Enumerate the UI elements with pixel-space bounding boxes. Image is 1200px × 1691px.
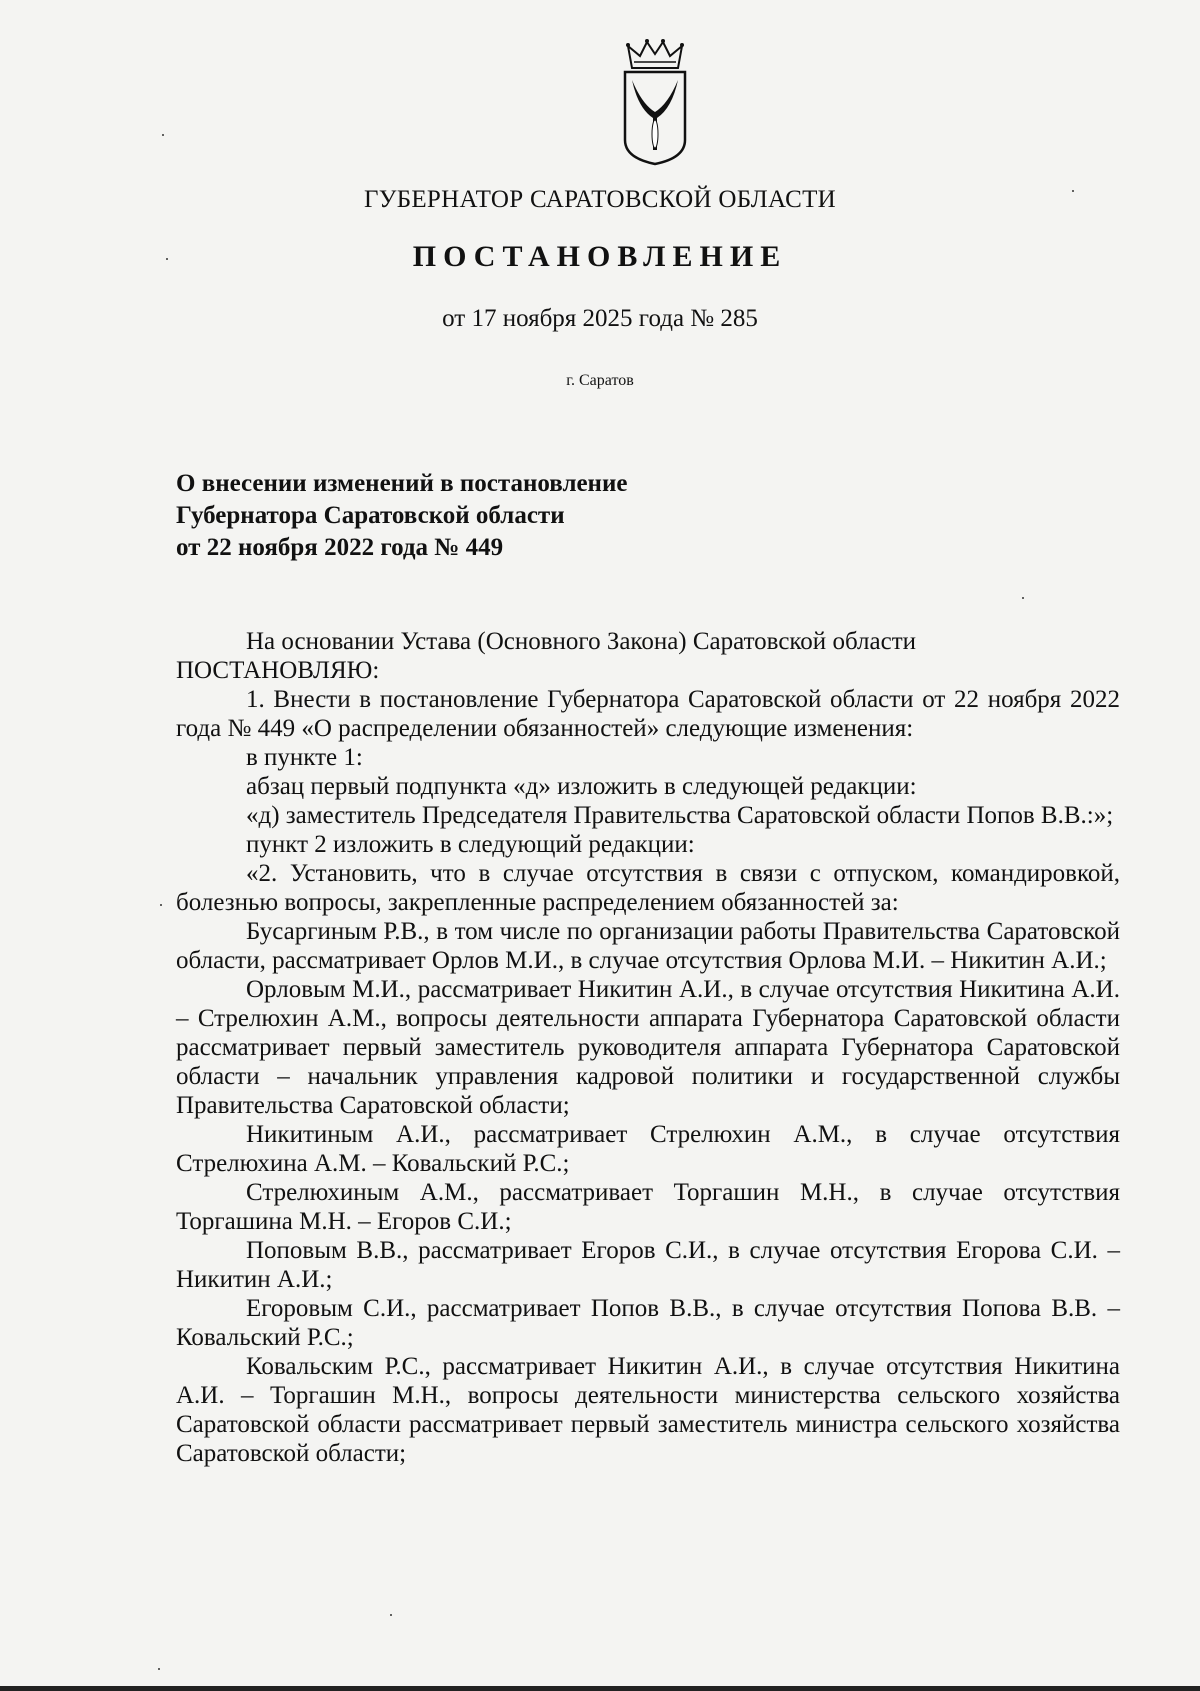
scan-speck: [390, 1614, 392, 1616]
document-subject: [176, 468, 876, 564]
body-paragraph: 1. Внести в постановление Губернатора Саратовской области от 22 ноября 2022 года № 449 «О распределении обязанностей» следующие изменения:: [176, 686, 1120, 742]
document-city: г. Саратов: [566, 372, 634, 389]
body-paragraph: «2. Установить, что в случае отсутствия в связи с отпуском, командировкой, болезнью вопросы, закрепленные распределением обязанностей за:: [176, 860, 1120, 916]
scan-speck: [158, 1668, 160, 1670]
document-body: [176, 627, 1120, 1468]
coat-of-arms-icon: [620, 38, 690, 166]
document-date-number: от 17 ноября 2025 года № 285: [442, 305, 758, 332]
body-paragraph: Стрелюхиным А.М., рассматривает Торгашин М.Н., в случае отсутствия Торгашина М.Н. – Егоров С.И.;: [176, 1179, 1120, 1235]
issuing-authority: ГУБЕРНАТОР САРАТОВСКОЙ ОБЛАСТИ: [363, 186, 837, 213]
scan-speck: [166, 258, 168, 260]
body-paragraph: Бусаргиным Р.В., в том числе по организации работы Правительства Саратовской области, рассматривает Орлов М.И., в случае отсутствия Орлова М.И. – Никитин А.И.;: [176, 918, 1120, 974]
scan-speck: [1072, 190, 1074, 192]
body-paragraph: Никитиным А.И., рассматривает Стрелюхин А.М., в случае отсутствия Стрелюхина А.М. – Ковальский Р.С.;: [176, 1121, 1120, 1177]
subject-line: от 22 ноября 2022 года № 449: [176, 534, 504, 561]
body-paragraph: пункт 2 изложить в следующий редакции:: [246, 831, 695, 858]
body-paragraph: абзац первый подпункта «д» изложить в следующей редакции:: [246, 773, 917, 800]
body-paragraph: Ковальским Р.С., рассматривает Никитин А.И., в случае отсутствия Никитина А.И. – Торгашин М.Н., вопросы деятельности министерства сельского хозяйства Саратовской области рассматривает первый заместитель министра сельского хозяйства Саратовской области;: [176, 1353, 1120, 1467]
scan-speck: [160, 904, 162, 906]
decree-keyword: ПОСТАНОВЛЯЮ:: [176, 657, 380, 684]
body-paragraph: «д) заместитель Председателя Правительства Саратовской области Попов В.В.:»;: [246, 802, 1114, 829]
subject-line: Губернатора Саратовской области: [176, 502, 565, 529]
body-paragraph: в пункте 1:: [246, 744, 363, 771]
document-type: ПОСТАНОВЛЕНИЕ: [412, 240, 788, 273]
body-paragraph: Поповым В.В., рассматривает Егоров С.И., в случае отсутствия Егорова С.И. – Никитин А.И.;: [176, 1237, 1120, 1293]
body-paragraph: Егоровым С.И., рассматривает Попов В.В., в случае отсутствия Попова В.В. – Ковальский Р.С.;: [176, 1295, 1120, 1351]
body-paragraph: Орловым М.И., рассматривает Никитин А.И., в случае отсутствия Никитина А.И. – Стрелюхин А.М., вопросы деятельности аппарата Губернатора Саратовской области рассматривает первый заместитель руководителя аппарата Губернатора Саратовской области – начальник управления кадровой политики и государственной службы Правительства Саратовской области;: [176, 976, 1120, 1119]
subject-line: О внесении изменений в постановление: [176, 470, 628, 497]
scan-speck: [1022, 597, 1024, 599]
scan-speck: [162, 134, 164, 136]
body-paragraph: На основании Устава (Основного Закона) Саратовской области: [246, 628, 917, 655]
scan-edge: [0, 1686, 1200, 1691]
